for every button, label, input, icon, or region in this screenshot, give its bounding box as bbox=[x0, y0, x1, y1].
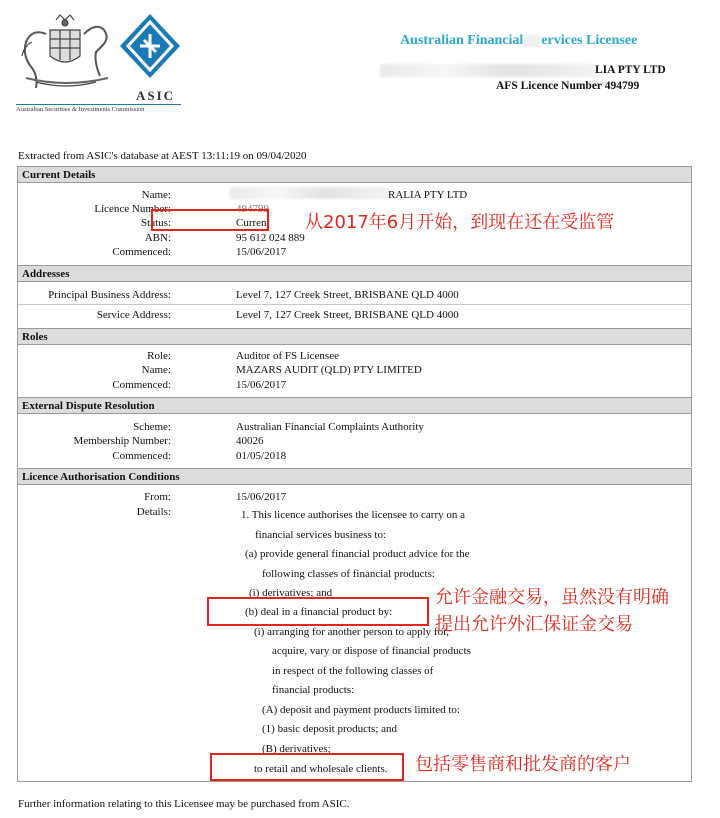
details-line: (1) basic deposit products; and bbox=[262, 723, 398, 735]
licensee-heading bbox=[400, 33, 637, 49]
annotation-note-clients: 包括零售商和批发商的客户 bbox=[415, 754, 631, 775]
details-line: (i) derivatives; and bbox=[249, 587, 333, 599]
value-abn: 95 612 024 889 bbox=[236, 232, 305, 244]
value-name: RALIA PTY LTD bbox=[388, 189, 468, 201]
redacted-company-blur bbox=[380, 64, 598, 77]
coat-of-arms-icon bbox=[16, 12, 114, 94]
label-details: Details: bbox=[136, 506, 171, 518]
value-edr-commenced: 01/05/2018 bbox=[236, 450, 287, 462]
label-edr-commenced: Commenced: bbox=[112, 450, 171, 462]
value-role-name: MAZARS AUDIT (QLD) PTY LIMITED bbox=[236, 364, 422, 376]
redacted-name-blur bbox=[230, 187, 390, 199]
details-line: financial products: bbox=[272, 684, 355, 696]
section-header-conditions: Licence Authorisation Conditions bbox=[17, 468, 692, 485]
details-line: (A) deposit and payment products limited to: bbox=[262, 704, 460, 716]
label-licence-number: Licence Number: bbox=[94, 203, 171, 215]
company-name-tail: LIA PTY LTD bbox=[595, 64, 666, 76]
annotation-note-deal-1: 允许金融交易，虽然没有明确 bbox=[435, 587, 669, 608]
value-from: 15/06/2017 bbox=[236, 491, 287, 503]
details-line: (B) derivatives; bbox=[262, 743, 331, 755]
value-role: Auditor of FS Licensee bbox=[236, 350, 339, 362]
annotation-note-deal-2: 提出允许外汇保证金交易 bbox=[435, 614, 633, 635]
redacted-blur bbox=[523, 35, 541, 47]
asic-diamond-icon bbox=[118, 12, 182, 86]
asic-acronym: ASIC bbox=[136, 88, 176, 103]
label-service-address: Service Address: bbox=[96, 309, 171, 321]
label-scheme: Scheme: bbox=[133, 421, 171, 433]
details-line: acquire, vary or dispose of financial products bbox=[272, 645, 471, 657]
section-roles bbox=[17, 345, 692, 397]
section-addresses bbox=[17, 282, 692, 328]
value-status: Current bbox=[236, 217, 270, 229]
annotation-box-clients bbox=[210, 753, 404, 781]
label-commenced: Commenced: bbox=[112, 246, 171, 258]
label-from: From: bbox=[144, 491, 171, 503]
details-line: financial services business to: bbox=[255, 529, 387, 541]
label-role-name: Name: bbox=[141, 364, 171, 376]
section-header-roles: Roles bbox=[17, 328, 692, 345]
details-line: 1. This licence authorises the licensee to carry on a bbox=[241, 509, 465, 521]
licensee-heading-part-a: Australian Financial bbox=[400, 33, 524, 48]
details-line: (a) provide general financial product advice for the bbox=[245, 548, 470, 560]
label-status: Status: bbox=[141, 217, 171, 229]
footer-line: Further information relating to this Licensee may be purchased from ASIC. bbox=[18, 798, 350, 810]
value-role-commenced: 15/06/2017 bbox=[236, 379, 287, 391]
label-principal-address: Principal Business Address: bbox=[48, 289, 171, 301]
section-header-current-details: Current Details bbox=[17, 166, 692, 183]
asic-fullname: Australian Securities & Investments Commission bbox=[16, 106, 145, 113]
asic-divider bbox=[16, 104, 181, 105]
extracted-line: Extracted from ASIC's database at AEST 13:11:19 on 09/04/2020 bbox=[18, 150, 307, 162]
annotation-note-status: 从2017年6月开始，到现在还在受监管 bbox=[305, 212, 615, 233]
afs-licence-number: AFS Licence Number 494799 bbox=[496, 80, 640, 92]
value-membership: 40026 bbox=[236, 435, 264, 447]
section-header-edr: External Dispute Resolution bbox=[17, 397, 692, 414]
label-role-commenced: Commenced: bbox=[112, 379, 171, 391]
value-principal-address: Level 7, 127 Creek Street, BRISBANE QLD 4000 bbox=[236, 289, 459, 301]
label-membership: Membership Number: bbox=[73, 435, 171, 447]
label-name: Name: bbox=[141, 189, 171, 201]
label-abn: ABN: bbox=[144, 232, 171, 244]
value-commenced: 15/06/2017 bbox=[236, 246, 287, 258]
section-header-addresses: Addresses bbox=[17, 265, 692, 282]
value-scheme: Australian Financial Complaints Authority bbox=[236, 421, 424, 433]
annotation-box-status bbox=[151, 209, 269, 231]
label-role: Role: bbox=[147, 350, 171, 362]
details-line: in respect of the following classes of bbox=[272, 665, 434, 677]
row-divider bbox=[18, 304, 691, 305]
value-licence-number: 494799 bbox=[236, 203, 269, 215]
details-line: to retail and wholesale clients. bbox=[254, 763, 388, 775]
asic-logo bbox=[16, 10, 186, 115]
value-service-address: Level 7, 127 Creek Street, BRISBANE QLD 4000 bbox=[236, 309, 459, 321]
annotation-box-deal bbox=[207, 597, 429, 626]
details-line: (b) deal in a financial product by: bbox=[245, 606, 393, 618]
details-line: (i) arranging for another person to apply for, bbox=[254, 626, 450, 638]
details-line: following classes of financial products: bbox=[262, 568, 435, 580]
section-edr bbox=[17, 414, 692, 467]
licensee-heading-part-b: ervices Licensee bbox=[541, 33, 638, 48]
